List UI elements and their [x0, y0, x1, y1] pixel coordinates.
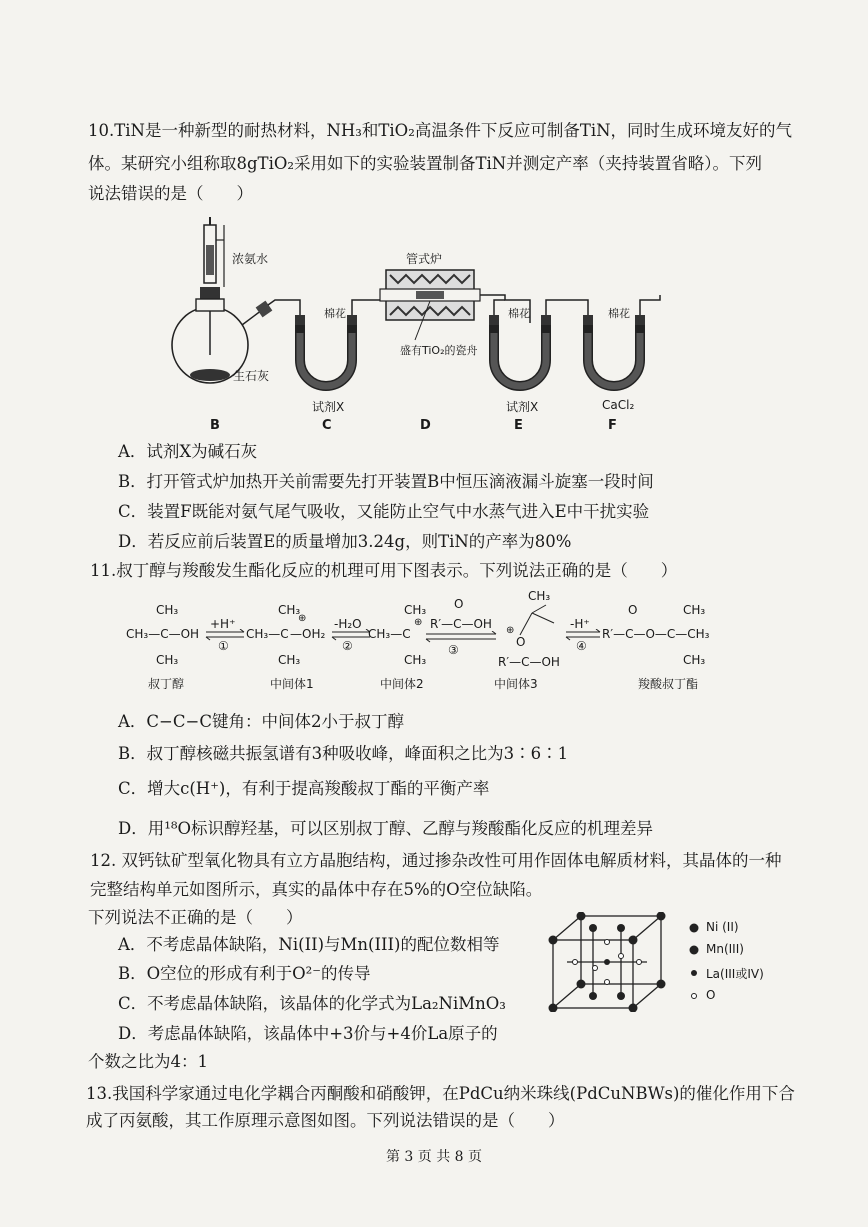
letter-b: B — [210, 418, 220, 433]
mech-name-1: 叔丁醇 — [148, 677, 185, 691]
mech-plus3: ⊕ — [506, 625, 515, 636]
equilibrium-arrow-4 — [564, 629, 604, 641]
mech-ch3-top4: CH₃ — [528, 589, 551, 603]
legend-o: O — [706, 988, 716, 1002]
label-concentrated-ammonia: 浓氨水 — [232, 252, 269, 266]
q10-stem-line3: 说法错误的是（ ） — [88, 184, 253, 203]
label-cacl2: CaCl₂ — [602, 398, 635, 412]
q13-stem-line1: 13.我国科学家通过电化学耦合丙酮酸和硝酸钾，在PdCu纳米珠线(PdCuNBWs)的催化作用下合 — [86, 1084, 795, 1103]
q10-option-a: A．试剂X为碱石灰 — [118, 442, 258, 461]
q11-option-a: A．C−C−C键角：中间体2小于叔丁醇 — [118, 712, 404, 731]
crystal-cell-diagram — [545, 912, 670, 1012]
label-tube-furnace: 管式炉 — [406, 252, 443, 266]
q10-option-c: C．装置F既能对氨气尾气吸收，又能防止空气中水蒸气进入E中干扰实验 — [118, 502, 650, 521]
mechanism-diagram — [118, 589, 858, 695]
label-cotton-f: 棉花 — [608, 307, 630, 320]
q11-stem: 11.叔丁醇与羧酸发生酯化反应的机理可用下图表示。下列说法正确的是（ ） — [90, 561, 678, 580]
mech-acid-o: O — [454, 597, 464, 611]
mech-ch3-top3: CH₃ — [404, 603, 427, 617]
mech-ch3-bot1: CH₃ — [156, 653, 179, 667]
mech-arrow1-top: +H⁺ — [210, 617, 236, 631]
label-quicklime: 生石灰 — [233, 369, 270, 383]
equilibrium-arrow-1 — [204, 629, 248, 641]
mech-int3-bonds — [510, 599, 560, 639]
mech-ch3-top5: CH₃ — [683, 603, 706, 617]
mech-arrow4-bottom: ④ — [576, 639, 587, 653]
mech-arrow2-bottom: ② — [342, 639, 353, 653]
q10-stem-line2: 体。某研究小组称取8gTiO₂采用如下的实验装置制备TiN并测定产率（夹持装置省略）。下列 — [88, 154, 762, 173]
mech-name-3: 中间体2 — [380, 677, 424, 691]
mech-ester: R′—C—O—C—CH₃ — [602, 627, 710, 641]
mech-acid: R′—C—OH — [430, 617, 492, 631]
mech-arrow3-bottom: ③ — [448, 643, 459, 657]
label-boat: 盛有TiO₂的瓷舟 — [400, 344, 478, 357]
q12-option-b: B．O空位的形成有利于O²⁻的传导 — [118, 964, 371, 983]
q10-option-b: B．打开管式炉加热开关前需要先打开装置B中恒压滴液漏斗旋塞一段时间 — [118, 472, 654, 491]
label-cotton-e: 棉花 — [508, 307, 530, 320]
q10-stem-line1: 10.TiN是一种新型的耐热材料，NH₃和TiO₂高温条件下反应可制备TiN，同时生成环境友好的气 — [88, 121, 793, 140]
mech-int3-bottom: R′—C—OH — [498, 655, 560, 669]
q10-option-d: D．若反应前后装置E的质量增加3.24g，则TiN的产率为80% — [118, 532, 572, 551]
mech-name-5: 羧酸叔丁酯 — [638, 677, 699, 691]
mech-arrow2-top: -H₂O — [334, 617, 362, 631]
letter-d: D — [420, 418, 431, 433]
mech-ch3-top1: CH₃ — [156, 603, 179, 617]
q11-option-c: C．增大c(H⁺)，有利于提高羧酸叔丁酯的平衡产率 — [118, 779, 490, 798]
mech-arrow4-top: -H⁺ — [570, 617, 590, 631]
letter-f: F — [608, 418, 617, 433]
legend-la: La(III或IV) — [706, 967, 764, 981]
q12-stem-line2: 完整结构单元如图所示，真实的晶体中存在5%的O空位缺陷。 — [90, 880, 543, 899]
mech-oh2: —OH₂ — [290, 627, 326, 641]
q12-stem-line1: 12. 双钙钛矿型氧化物具有立方晶胞结构，通过掺杂改性可用作固体电解质材料，其晶体的一种 — [90, 851, 782, 870]
mech-plus1: ⊕ — [298, 613, 307, 624]
mech-ch3-bot5: CH₃ — [683, 653, 706, 667]
page-footer: 第 3 页 共 8 页 — [385, 1149, 483, 1165]
q11-option-b: B．叔丁醇核磁共振氢谱有3种吸收峰，峰面积之比为3∶6∶1 — [118, 744, 569, 763]
letter-c: C — [322, 418, 332, 433]
label-reagent-x-e: 试剂X — [506, 400, 539, 414]
q12-stem-line3: 下列说法不正确的是（ ） — [88, 908, 303, 927]
mech-ch3-top2: CH₃ — [278, 603, 301, 617]
mech-ester-o: O — [628, 603, 638, 617]
mech-tbuoh: CH₃—C—OH — [126, 627, 200, 641]
mech-cplus: CH₃—C — [368, 627, 411, 641]
label-reagent-x-c: 试剂X — [312, 400, 345, 414]
legend-ni: Ni (II) — [706, 920, 739, 934]
q12-option-c: C．不考虑晶体缺陷，该晶体的化学式为La₂NiMnO₃ — [118, 994, 506, 1013]
q11-option-d: D．用¹⁸O标识醇羟基，可以区别叔丁醇、乙醇与羧酸酯化反应的机理差异 — [118, 819, 653, 838]
letter-e: E — [514, 418, 523, 433]
mech-name-2: 中间体1 — [270, 677, 314, 691]
q12-option-a: A．不考虑晶体缺陷，Ni(II)与Mn(III)的配位数相等 — [118, 935, 500, 954]
legend-mn: Mn(III) — [706, 942, 744, 956]
mech-name-4: 中间体3 — [494, 677, 538, 691]
q12-option-d-cont: 个数之比为4：1 — [88, 1052, 208, 1071]
equilibrium-arrow-3 — [424, 631, 500, 643]
q12-option-d: D．考虑晶体缺陷，该晶体中+3价与+4价La原子的 — [118, 1024, 498, 1043]
mech-ch3-bot2: CH₃ — [278, 653, 301, 667]
legend-markers — [688, 922, 700, 1002]
label-cotton-c: 棉花 — [324, 307, 346, 320]
mech-ch3-bot3: CH₃ — [404, 653, 427, 667]
mech-int3-o: O — [516, 635, 526, 649]
mech-arrow1-bottom: ① — [218, 639, 229, 653]
mech-int1: CH₃—C — [246, 627, 289, 641]
mech-plus2: ⊕ — [414, 617, 423, 628]
q13-stem-line2: 成了丙氨酸，其工作原理示意图如图。下列说法错误的是（ ） — [86, 1111, 565, 1130]
